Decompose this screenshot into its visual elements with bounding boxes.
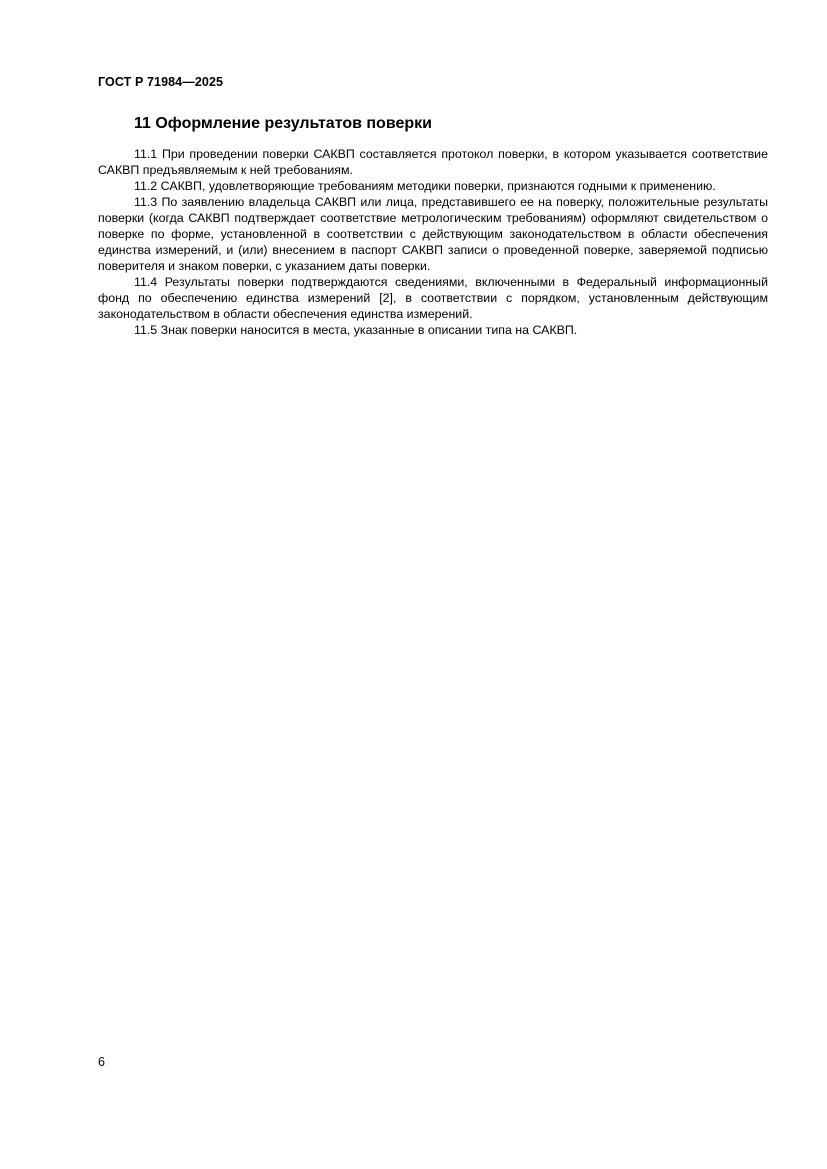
- paragraph-11-3: 11.3 По заявлению владельца САКВП или лица, представившего ее на поверку, положительные результаты поверки (когда САКВП подтверждает соответствие метрологическим требованиям) оформляют свидетельством о поверке по форме, установленной в соответствии с действующим законодательством в области обеспечения единства измерений, и (или) внесением в паспорт САКВП записи о проведенной поверке, заверяемой подписью поверителя и знаком поверки, с указанием даты поверки.: [98, 195, 768, 273]
- paragraph-11-2: 11.2 САКВП, удовлетворяющие требованиям методики поверки, признаются годными к применению.: [134, 179, 716, 193]
- section-body: [98, 146, 768, 338]
- paragraph-11-5: 11.5 Знак поверки наносится в места, указанные в описании типа на САКВП.: [134, 323, 578, 337]
- section-title: 11 Оформление результатов поверки: [134, 115, 432, 132]
- page-number: 6: [98, 1055, 105, 1069]
- document-code-header: ГОСТ Р 71984—2025: [98, 75, 224, 89]
- paragraph-11-4: 11.4 Результаты поверки подтверждаются сведениями, включенными в Федеральный информационный фонд по обеспечению единства измерений [2], в соответствии с порядком, установленным действующим законодательством в области обеспечения единства измерений.: [98, 275, 768, 321]
- paragraph-11-1: 11.1 При проведении поверки САКВП составляется протокол поверки, в котором указывается соответствие САКВП предъявляемым к ней требованиям.: [98, 147, 768, 177]
